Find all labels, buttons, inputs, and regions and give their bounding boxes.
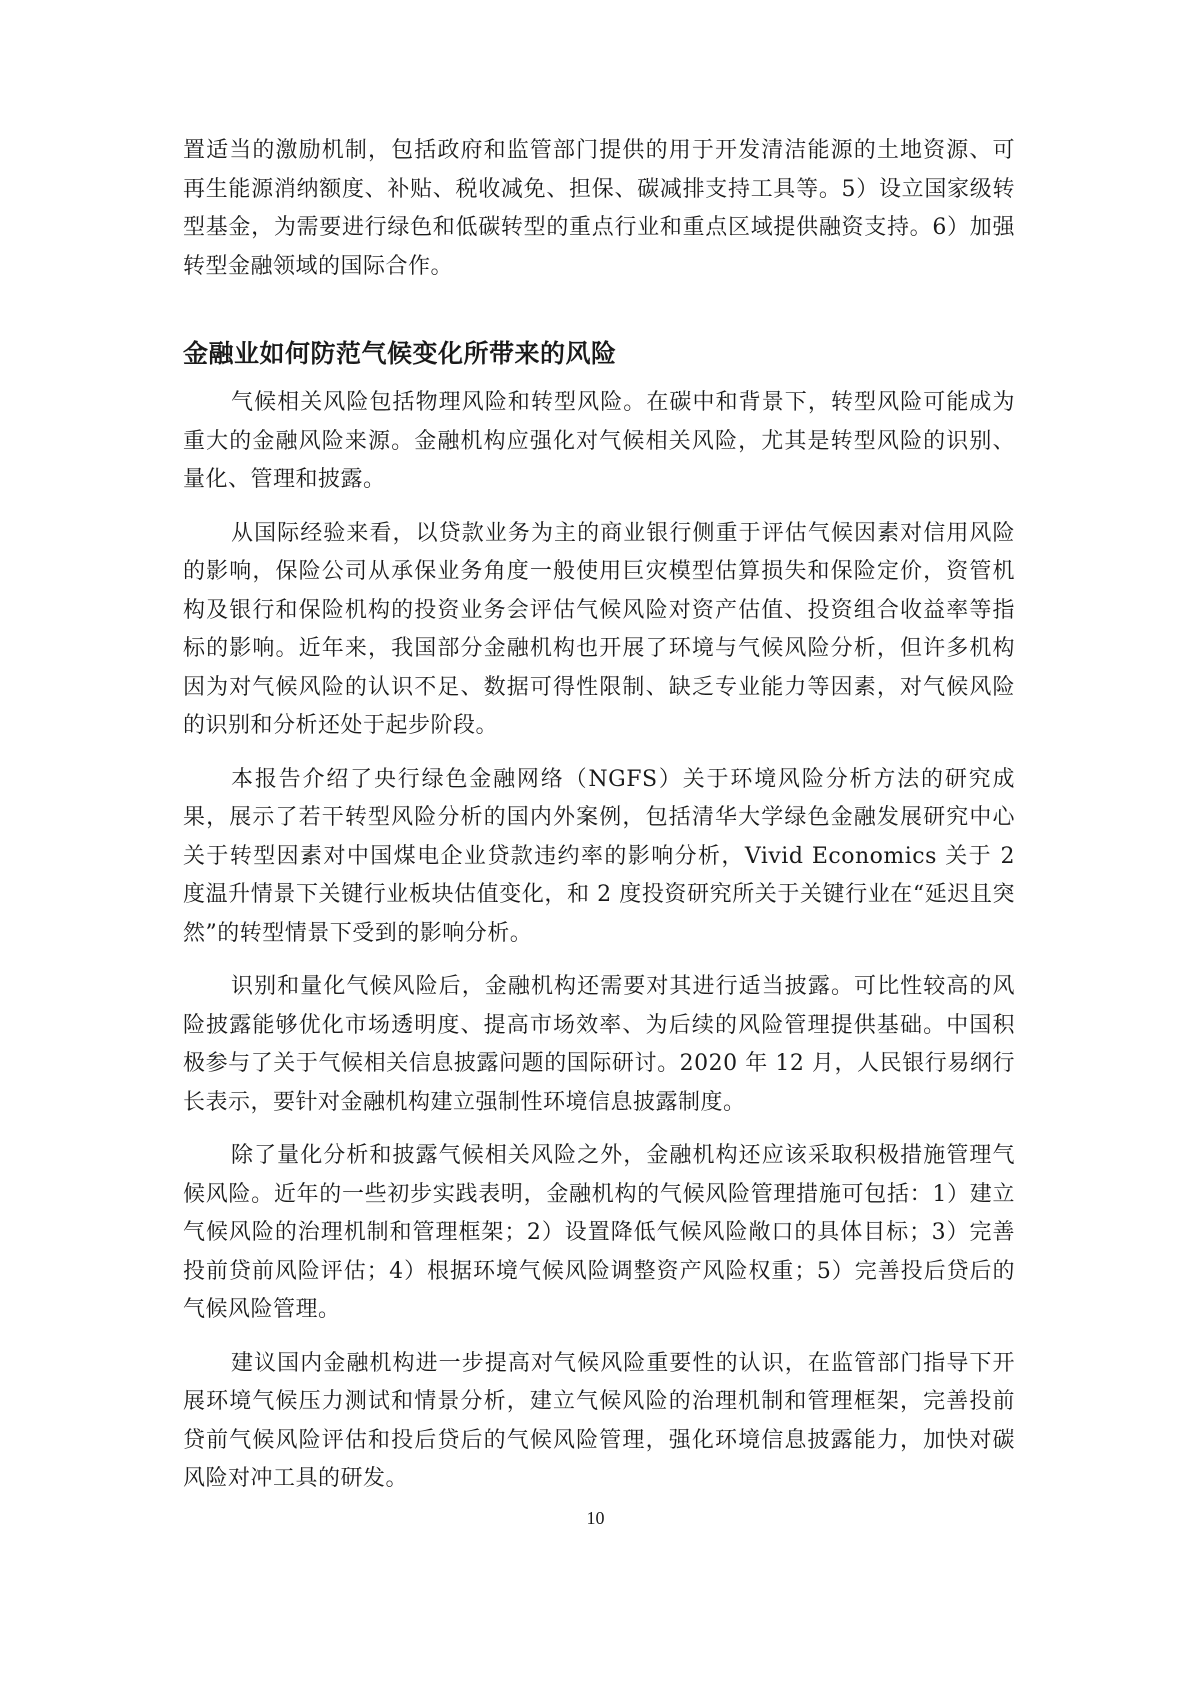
section-heading: 金融业如何防范气候变化所带来的风险	[183, 339, 617, 368]
page-number: 10	[586, 1508, 605, 1528]
paragraph-risk-disclosure: 识别和量化气候风险后，金融机构还需要对其进行适当披露。可比性较高的风险披露能够优化市场透明度、提高市场效率、为后续的风险管理提供基础。中国积极参与了关于气候相关信息披露问题的国际研讨。2020 年 12 月，人民银行易纲行长表示，要针对金融机构建立强制性环境信息披露制度。	[183, 974, 1015, 1115]
paragraph-risk-management: 除了量化分析和披露气候相关风险之外，金融机构还应该采取积极措施管理气候风险。近年的一些初步实践表明，金融机构的气候风险管理措施可包括：1）建立气候风险的治理机制和管理框架；2）设置降低气候风险敞口的具体目标；3）完善投前贷前风险评估；4）根据环境气候风险调整资产风险权重；5）完善投后贷后的气候风险管理。	[183, 1143, 1015, 1322]
paragraph-international-experience: 从国际经验来看，以贷款业务为主的商业银行侧重于评估气候因素对信用风险的影响，保险公司从承保业务角度一般使用巨灾模型估算损失和保险定价，资管机构及银行和保险机构的投资业务会评估气候风险对资产估值、投资组合收益率等指标的影响。近年来，我国部分金融机构也开展了环境与气候风险分析，但许多机构因为对气候风险的认识不足、数据可得性限制、缺乏专业能力等因素，对气候风险的识别和分析还处于起步阶段。	[183, 520, 1015, 738]
paragraph-recommendations: 建议国内金融机构进一步提高对气候风险重要性的认识，在监管部门指导下开展环境气候压力测试和情景分析，建立气候风险的治理机制和管理框架，完善投前贷前气候风险评估和投后贷后的气候风险管理，强化环境信息披露能力，加快对碳风险对冲工具的研发。	[183, 1350, 1015, 1491]
continuation-paragraph: 置适当的激励机制，包括政府和监管部门提供的用于开发清洁能源的土地资源、可再生能源消纳额度、补贴、税收减免、担保、碳减排支持工具等。5）设立国家级转型基金，为需要进行绿色和低碳转型的重点行业和重点区域提供融资支持。6）加强转型金融领域的国际合作。	[183, 138, 1015, 279]
document-page	[183, 132, 1015, 1499]
paragraph-climate-risk-types: 气候相关风险包括物理风险和转型风险。在碳中和背景下，转型风险可能成为重大的金融风险来源。金融机构应强化对气候相关风险，尤其是转型风险的识别、量化、管理和披露。	[183, 390, 1015, 492]
paragraph-report-cases: 本报告介绍了央行绿色金融网络（NGFS）关于环境风险分析方法的研究成果，展示了若干转型风险分析的国内外案例，包括清华大学绿色金融发展研究中心关于转型因素对中国煤电企业贷款违约率的影响分析，Vivid Economics 关于 2 度温升情景下关键行业板块估值变化，和 2 度投资研究所关于关键行业在“延迟且突然”的转型情景下受到的影响分析。	[183, 766, 1015, 946]
